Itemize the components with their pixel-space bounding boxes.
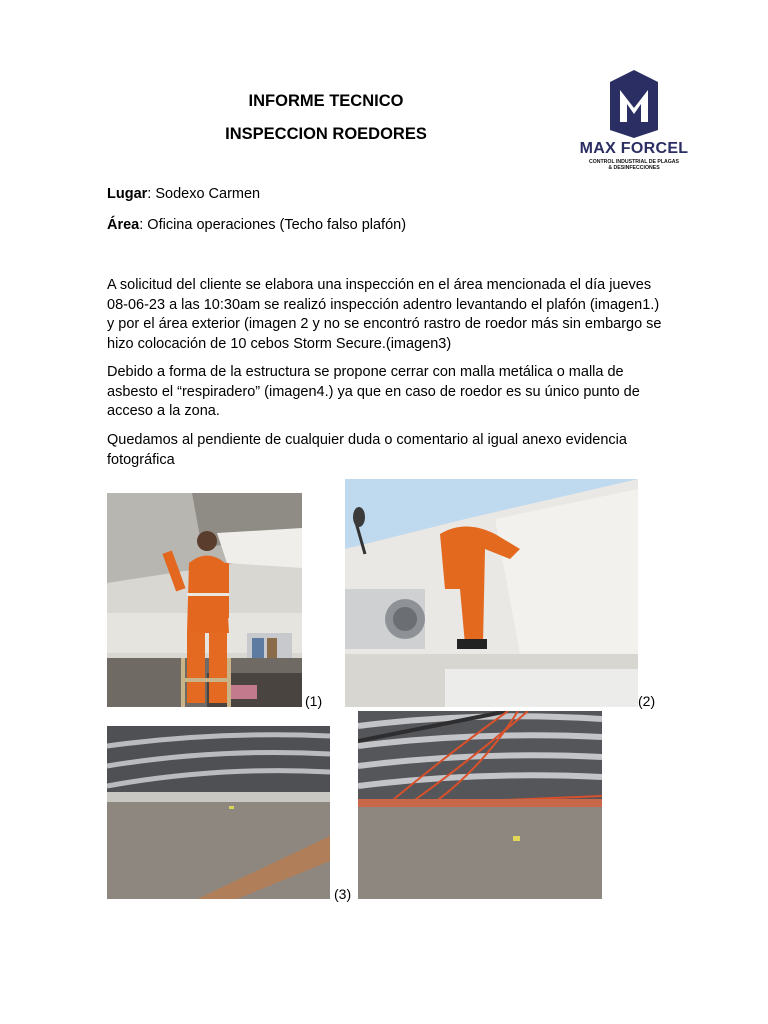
- lugar-value: : Sodexo Carmen: [147, 186, 261, 202]
- caption-3: (3): [334, 886, 352, 902]
- lugar-label: Lugar: [107, 186, 148, 202]
- photo-3-ceiling-void: [107, 726, 330, 899]
- paragraph-inspection: A solicitud del cliente se elabora una inspección en el área mencionada el día jueves 08-06-23 a las 10:30am se realizó inspección adentro levantando el plafón (imagen1.) y por el área exterior (imagen 2 y no se encontró rastro de roedor más sin embargo se hizo colocación de 10 cebos Storm Secure.(imagen3): [107, 277, 662, 352]
- logo-tagline-line1: CONTROL INDUSTRIAL DE PLAGAS: [588, 159, 680, 165]
- area-field: [107, 217, 406, 233]
- logo-tagline: [578, 159, 690, 171]
- company-logo: [578, 68, 690, 174]
- paragraph-closing: Quedamos al pendiente de cualquier duda o comentario al igual anexo evidencia fotográfica: [107, 432, 627, 468]
- logo-tagline-line2: & DESINFECCIONES: [608, 165, 660, 171]
- report-subtitle: INSPECCION ROEDORES: [225, 125, 427, 143]
- report-title: INFORME TECNICO: [248, 92, 404, 110]
- area-label: Área: [107, 217, 140, 233]
- lugar-field: [107, 186, 260, 202]
- caption-1: (1): [305, 693, 323, 709]
- caption-2: (2): [638, 693, 656, 709]
- photo-4-respiradero: [358, 711, 602, 899]
- max-forcel-emblem-icon: [578, 68, 690, 140]
- area-value: : Oficina operaciones (Techo falso plafón): [139, 217, 407, 233]
- logo-name: MAX FORCEL: [579, 140, 689, 157]
- photo-1-interior-ladder: [107, 493, 302, 707]
- paragraph-proposal: Debido a forma de la estructura se propone cerrar con malla metálica o malla de asbesto el “respiradero” (imagen4.) ya que en caso de roedor es su único punto de acceso a la zona.: [107, 364, 640, 419]
- photo-2-exterior-wall: [345, 479, 638, 707]
